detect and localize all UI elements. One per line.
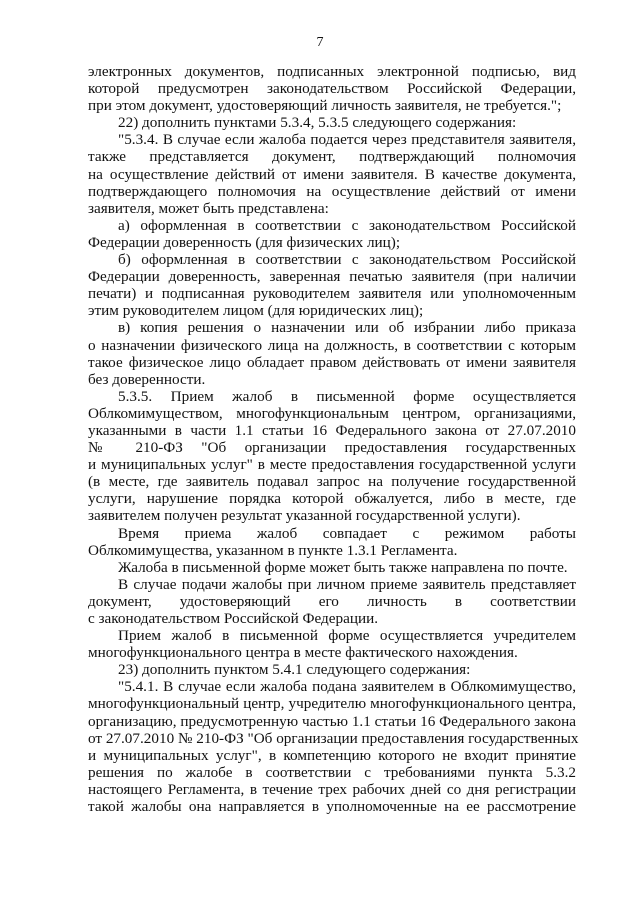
text-line: заявителем получен результат указанной государственной услуги). (88, 507, 521, 525)
text-line: Время приема жалоб совпадает с режимом работы (118, 524, 576, 542)
text-line: Прием жалоб в письменной форме осуществляется учредителем (118, 627, 576, 645)
text-line: и муниципальных услуг", в компетенцию которого не входит принятие (88, 746, 576, 764)
page-number: 7 (316, 35, 324, 50)
text-line: документ, удостоверяющий его личность в соответствии (88, 592, 576, 610)
text-line: В случае подачи жалобы при личном приеме заявитель представляет (118, 575, 576, 593)
text-line: Облкомимущества, указанном в пункте 1.3.1 Регламента. (88, 541, 458, 559)
text-line: такое физическое лицо обладает правом действовать от имени заявителя (88, 353, 576, 371)
text-line: "5.4.1. В случае если жалоба подана заявителем в Облкомимущество, (118, 678, 576, 696)
text-line: и муниципальных услуг" в месте предоставления государственной услуги (88, 456, 576, 474)
text-line: которой предусмотрен законодательством Российской Федерации, (88, 80, 576, 98)
text-line: Федерации доверенность, заверенная печатью заявителя (при наличии (88, 268, 576, 286)
text-line: на осуществление действий от имени заявителя. В качестве документа, (88, 165, 576, 183)
text-line: "5.3.4. В случае если жалоба подается через представителя заявителя, (118, 131, 576, 149)
text-line: организацию, предусмотренную частью 1.1 статьи 16 Федерального закона (88, 712, 576, 730)
text-line: о назначении физического лица на должность, в соответствии с которым (88, 336, 576, 354)
text-line: (в месте, где заявитель подавал запрос на получение государственной (88, 473, 576, 491)
text-line: многофункциональный центр, учредителю многофункционального центра, (88, 695, 576, 713)
text-line: без доверенности. (88, 370, 206, 388)
text-line: электронных документов, подписанных электронной подписью, вид (88, 63, 576, 80)
text-line: Облкомимуществом, многофункциональным центром, организациями, (88, 404, 576, 422)
text-line: такой жалобы она направляется в уполномоченные на ее рассмотрение (88, 798, 576, 816)
text-line: услуги, нарушение порядка которой обжалуется, либо в месте, где (88, 490, 576, 508)
text-line: 5.3.5. Прием жалоб в письменной форме осуществляется (118, 387, 576, 405)
text-line: от 27.07.2010 № 210-ФЗ "Об организации предоставления государственных (88, 729, 579, 747)
text-line: Жалоба в письменной форме может быть также направлена по почте. (118, 558, 568, 576)
text-line: в) копия решения о назначении или об избрании либо приказа (118, 319, 576, 337)
text-line: Федерации доверенность (для физических лиц); (88, 233, 401, 251)
text-line: подтверждающего полномочия на осуществление действий от имени (88, 182, 576, 200)
text-line: 23) дополнить пунктом 5.4.1 следующего содержания: (118, 661, 471, 679)
text-line: указанными в части 1.1 статьи 16 Федерального закона от 27.07.2010 (88, 421, 576, 439)
text-line: заявителя, может быть представлена: (88, 199, 329, 217)
text-line: при этом документ, удостоверяющий личность заявителя, не требуется."; (88, 97, 562, 115)
text-line: а) оформленная в соответствии с законодательством Российской (118, 216, 576, 234)
text-line: № 210-ФЗ "Об организации предоставления государственных (88, 439, 576, 457)
text-line: настоящего Регламента, в течение трех рабочих дней со дня регистрации (88, 780, 576, 798)
text-line: многофункционального центра в месте фактического нахождения. (88, 644, 518, 662)
text-line: этим руководителем лицом (для юридических лиц); (88, 302, 424, 320)
text-line: также представляется документ, подтверждающий полномочия (88, 148, 576, 166)
document-body (88, 63, 579, 816)
text-line: с законодательством Российской Федерации. (88, 610, 379, 627)
text-line: решения по жалобе в соответствии с требованиями пункта 5.3.2 (88, 763, 576, 781)
text-line: б) оформленная в соответствии с законодательством Российской (118, 251, 576, 269)
text-line: печати) и подписанная руководителем заявителя или уполномоченным (88, 285, 576, 303)
text-line: 22) дополнить пунктами 5.3.4, 5.3.5 следующего содержания: (118, 114, 517, 132)
